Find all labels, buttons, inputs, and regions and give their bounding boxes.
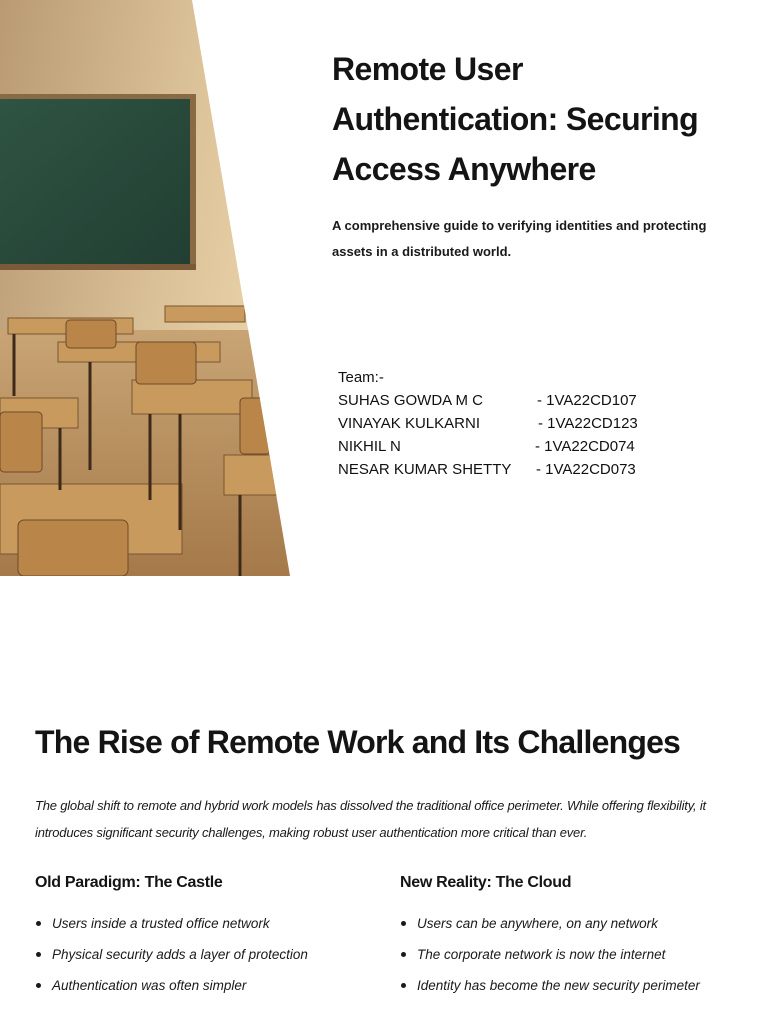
slide-intro: The global shift to remote and hybrid work models has dissolved the traditional office perimeter. While offering flexibility, it introduces significant security challenges, making robust user authentication more critical than ever. bbox=[35, 798, 706, 840]
bullet-icon bbox=[36, 921, 41, 926]
list-item-text: Users inside a trusted office network bbox=[52, 916, 270, 931]
list-item-text: Authentication was often simpler bbox=[52, 978, 247, 993]
list-item bbox=[35, 970, 375, 1001]
team-member bbox=[338, 458, 636, 481]
list-item bbox=[35, 908, 375, 939]
bullet-icon bbox=[36, 983, 41, 988]
list-item bbox=[400, 939, 740, 970]
new-reality-list bbox=[400, 908, 740, 1001]
team-heading: Team:- bbox=[338, 369, 384, 386]
list-item-text: Identity has become the new security perimeter bbox=[417, 978, 700, 993]
old-paradigm-column bbox=[35, 874, 375, 1001]
list-item bbox=[35, 939, 375, 970]
list-item-text: The corporate network is now the internet bbox=[417, 947, 666, 962]
member-id: - 1VA22CD107 bbox=[537, 392, 637, 409]
member-name: VINAYAK KULKARNI bbox=[338, 415, 480, 432]
new-reality-column bbox=[400, 874, 740, 1001]
old-paradigm-list bbox=[35, 908, 375, 1001]
member-name: NESAR KUMAR SHETTY bbox=[338, 461, 512, 478]
member-name: NIKHIL N bbox=[338, 438, 401, 455]
team-member bbox=[338, 389, 637, 412]
bullet-icon bbox=[36, 952, 41, 957]
list-item-text: Physical security adds a layer of protection bbox=[52, 947, 308, 962]
slide-title: The Rise of Remote Work and Its Challenges bbox=[35, 724, 681, 760]
bullet-icon bbox=[401, 921, 406, 926]
classroom-image bbox=[0, 0, 290, 576]
slide-title: Remote User Authentication: Securing Access Anywhere bbox=[332, 51, 699, 187]
old-paradigm-heading: Old Paradigm: The Castle bbox=[35, 874, 223, 891]
member-name: SUHAS GOWDA M C bbox=[338, 392, 484, 409]
team-list bbox=[338, 366, 638, 481]
bullet-icon bbox=[401, 952, 406, 957]
new-reality-heading: New Reality: The Cloud bbox=[400, 874, 572, 891]
team-member bbox=[338, 412, 638, 435]
slide-subtitle: A comprehensive guide to verifying identities and protecting assets in a distributed world. bbox=[332, 218, 707, 259]
challenges-slide bbox=[0, 700, 768, 1024]
list-item-text: Users can be anywhere, on any network bbox=[417, 916, 658, 931]
member-id: - 1VA22CD074 bbox=[535, 438, 635, 455]
list-item bbox=[400, 970, 740, 1001]
member-id: - 1VA22CD123 bbox=[538, 415, 638, 432]
team-member bbox=[338, 435, 635, 458]
bullet-icon bbox=[401, 983, 406, 988]
list-item bbox=[400, 908, 740, 939]
member-id: - 1VA22CD073 bbox=[536, 461, 636, 478]
